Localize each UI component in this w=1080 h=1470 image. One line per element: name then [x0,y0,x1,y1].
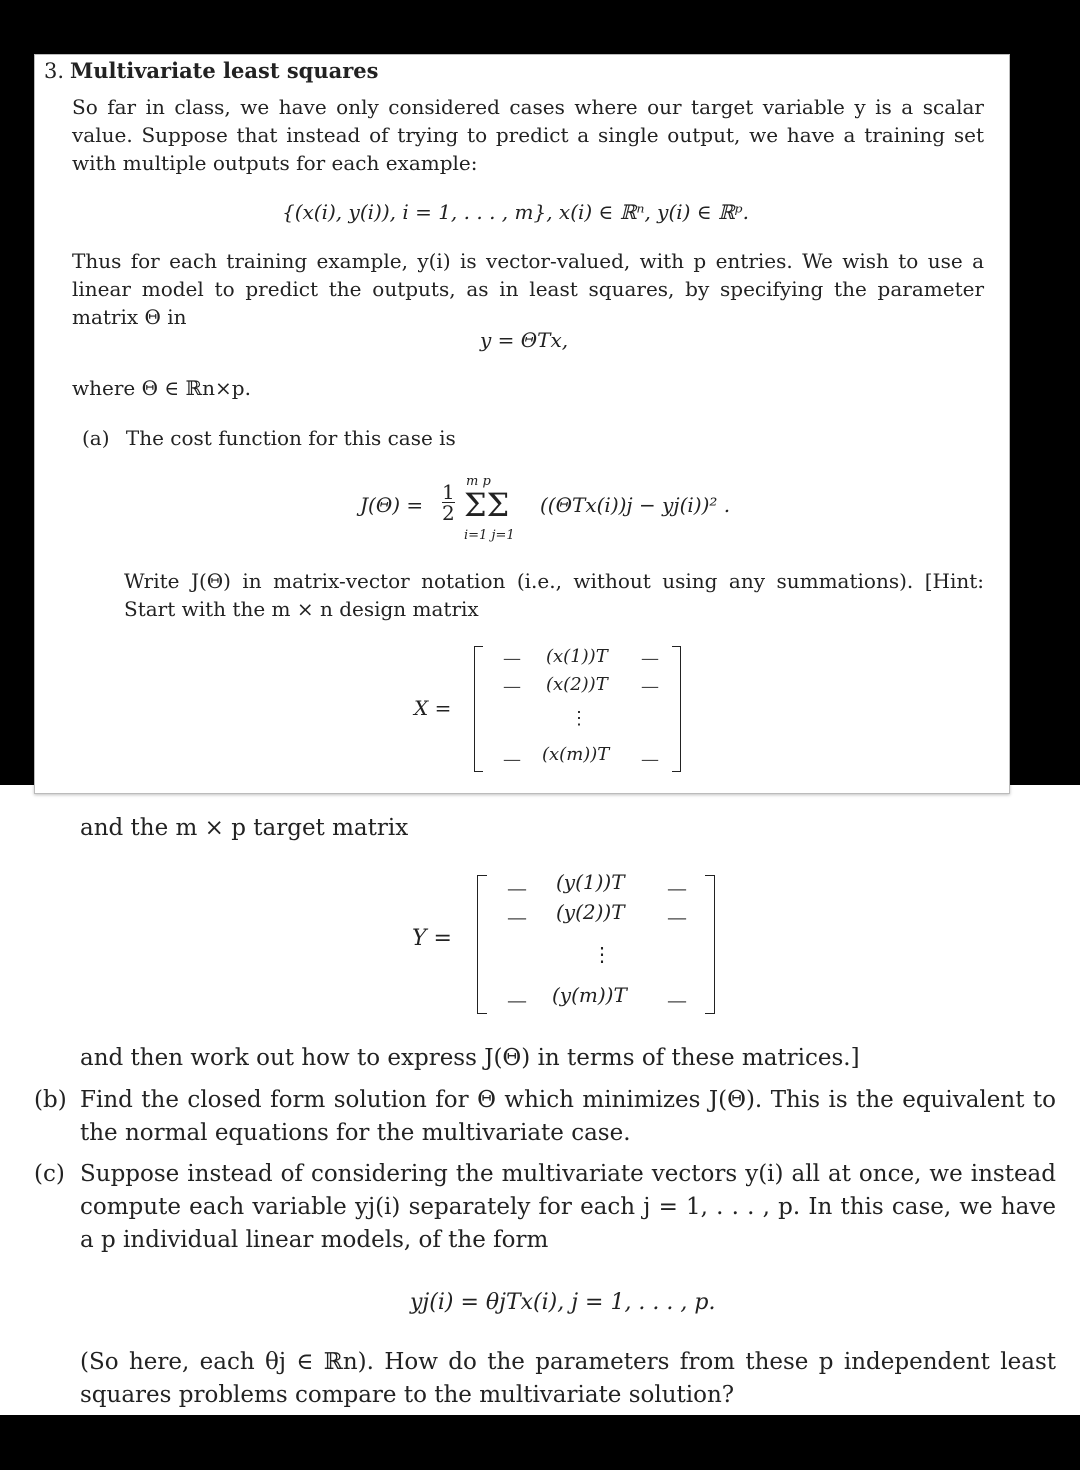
x-row-vdots: ⋮ [570,708,588,729]
part-a-label: (a) [82,426,110,450]
model-equation: y = ΘTx, [480,328,569,352]
part-c-question: (So here, each θj ∈ ℝn). How do the parameters from these p independent least squares problems compare to the multivariate solution? [80,1349,1056,1408]
cost-summand: ((ΘTx(i))j − yj(i))² . [540,493,731,517]
x-row2-right-dash: — [641,676,659,697]
intro-paragraph: So far in class, we have only considered cases where our target variable y is a scalar value. Suppose that instead of trying to predict a single output, we have a training set with multiple outputs for each example: [72,95,984,175]
hint-text: Write J(Θ) in matrix-vector notation (i.e., without using any summations). [Hint: Start with the m × n design matrix [124,569,984,621]
part-c-text: Suppose instead of considering the multivariate vectors y(i) all at once, we instead compute each variable yj(i) separately for each j = 1, . . . , p. In this case, we have a p individual linear models, of the form [80,1161,1056,1253]
x-row-2: (x(2))T [546,674,608,695]
x-row2-left-dash: — [503,676,521,697]
part-b-label: (b) [34,1087,67,1113]
y-row-2: (y(2))T [556,900,625,924]
x-row-m-right-dash: — [641,749,659,770]
x-matrix-label: X = [414,696,452,720]
y-matrix-label: Y = [412,926,452,951]
y-row-m-left-dash: — [507,988,527,1012]
x-row-m-left-dash: — [503,749,521,770]
y-row-m: (y(m))T [552,983,627,1007]
x-matrix-right-bracket [672,646,681,772]
part-b-text: Find the closed form solution for Θ which minimizes J(Θ). This is the equivalent to the normal equations for the multivariate case. [80,1087,1056,1146]
half-fraction [442,482,455,523]
y-row2-right-dash: — [667,905,687,929]
y-row-m-right-dash: — [667,988,687,1012]
part-a-text: The cost function for this case is [125,426,456,450]
where-statement: where Θ ∈ ℝn×p. [72,376,251,400]
training-set-equation: {(x(i), y(i)), i = 1, . . . , m}, x(i) ∈ ℝⁿ, y(i) ∈ ℝᵖ. [282,200,749,224]
y-row1-right-dash: — [667,876,687,900]
target-matrix-text: and the m × p target matrix [80,815,409,841]
y-matrix-right-bracket [705,875,715,1014]
x-matrix-left-bracket [474,646,483,772]
y-row-1: (y(1))T [556,870,625,894]
sum-upper-limits: m p [466,474,491,489]
y-row1-left-dash: — [507,876,527,900]
part-c-label: (c) [34,1161,65,1187]
section-heading [44,58,378,83]
section-title: Multivariate least squares [70,58,379,83]
per-output-equation: yj(i) = θjTx(i), j = 1, . . . , p. [410,1290,716,1315]
double-sum-symbol: ΣΣ [464,486,510,524]
bottom-black-band [0,1415,1080,1470]
sum-lower-limits: i=1 j=1 [464,528,515,543]
half-numerator: 1 [442,480,455,504]
intro-paragraph-2: Thus for each training example, y(i) is vector-valued, with p entries. We wish to use a linear model to predict the outputs, as in least squares, by specifying the parameter matrix Θ in [72,249,984,329]
then-express-text: and then work out how to express J(Θ) in terms of these matrices.] [80,1045,860,1071]
cost-lhs: J(Θ) = [360,493,424,517]
part-a-header [82,426,456,450]
y-row-vdots: ⋮ [592,942,612,966]
y-row2-left-dash: — [507,905,527,929]
x-row1-right-dash: — [641,648,659,669]
x-row-1: (x(1))T [546,646,608,667]
section-number: 3. [44,59,65,83]
y-matrix-left-bracket [477,875,487,1014]
half-denominator: 2 [442,501,455,525]
x-row-m: (x(m))T [542,744,610,765]
x-row1-left-dash: — [503,648,521,669]
